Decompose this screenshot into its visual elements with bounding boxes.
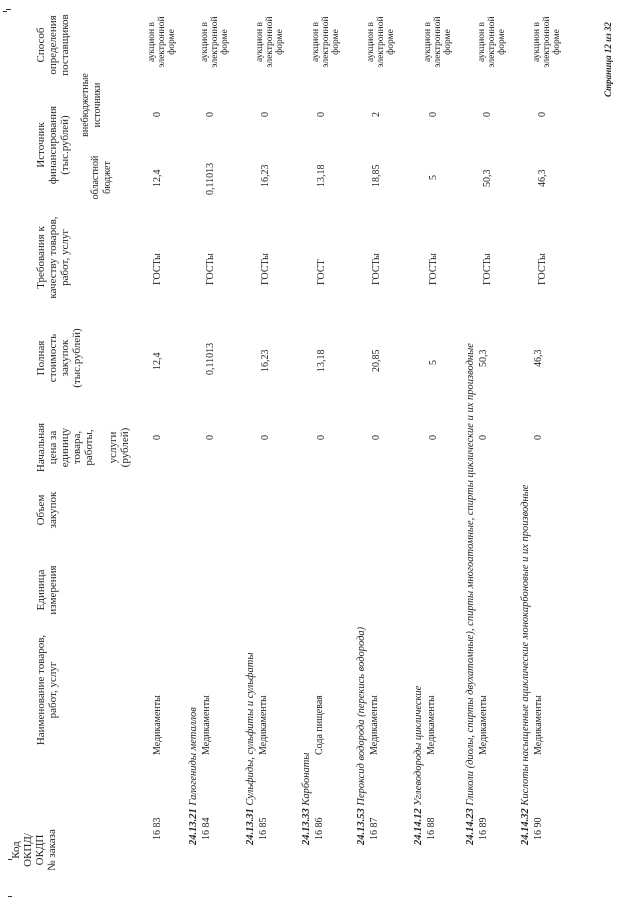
order-number: 16 89 (478, 817, 489, 840)
section-heading: 24.14.12 Углеводороды циклические (413, 685, 424, 845)
item-name: Медикаменты (478, 695, 489, 755)
header-price: Начальная цена за единицу товара, работы, услуги (рублей) (35, 422, 131, 473)
header-unit: Единица измерения (35, 565, 59, 615)
order-number: 16 87 (369, 817, 380, 840)
requirements: ГОСТы (537, 253, 548, 285)
unit-price: 0 (371, 435, 382, 440)
regional-budget: 16,23 (260, 164, 271, 187)
regional-budget: 12,4 (152, 169, 163, 187)
total-cost: 20,85 (371, 349, 382, 372)
order-number: 16 83 (152, 817, 163, 840)
header-source-regional: областной бюджет (90, 155, 113, 200)
extra-budget: 0 (205, 112, 216, 117)
section-heading: 24.13.21 Галогениды металлов (188, 707, 199, 845)
extra-budget: 0 (482, 112, 493, 117)
extra-budget: 0 (152, 112, 163, 117)
order-number: 16 88 (426, 817, 437, 840)
order-number: 16 85 (258, 817, 269, 840)
item-name: Медикаменты (258, 695, 269, 755)
procurement-method: аукцион в электронной форме (147, 16, 177, 68)
item-name: Медикаменты (152, 695, 163, 755)
regional-budget: 0,11013 (205, 162, 216, 195)
item-name: Медикаменты (201, 695, 212, 755)
extra-budget: 0 (260, 112, 271, 117)
regional-budget: 46,3 (537, 169, 548, 187)
order-number: 16 90 (533, 817, 544, 840)
scan-mark (6, 9, 11, 10)
regional-budget: 50,3 (482, 169, 493, 187)
header-requirements: Требования к качеству товаров, работ, услуг (35, 216, 71, 299)
total-cost: 5 (428, 360, 439, 365)
requirements: ГОСТы (152, 253, 163, 285)
extra-budget: 0 (428, 112, 439, 117)
procurement-method: аукцион в электронной форме (477, 16, 507, 68)
scan-mark (8, 859, 12, 860)
unit-price: 0 (316, 435, 327, 440)
total-cost: 0,11013 (205, 342, 216, 375)
total-cost: 50,3 (478, 349, 489, 367)
header-volume: Объем закупок (35, 491, 59, 529)
page-number: Страница 12 из 32 (603, 22, 613, 97)
section-heading: 24.13.33 Карбонаты (301, 752, 312, 845)
extra-budget: 0 (316, 112, 327, 117)
scan-mark (3, 11, 7, 12)
requirements: ГОСТы (482, 253, 493, 285)
requirements: ГОСТы (260, 253, 271, 285)
item-name: Медикаменты (369, 695, 380, 755)
header-name: Наименование товаров, работ, услуг (35, 634, 59, 746)
section-heading: 24.13.53 Пероксид водорода (перекись водорода) (356, 626, 367, 845)
section-heading: 24.14.32 Кислоты насыщенные ациклические монокарбоновые и их производные (520, 484, 531, 845)
total-cost: 16,23 (260, 349, 271, 372)
regional-budget: 18,85 (371, 164, 382, 187)
header-total: Полная стоимость закупок (тыс.рублей) (35, 328, 83, 388)
procurement-method: аукцион в электронной форме (423, 16, 453, 68)
procurement-method: аукцион в электронной форме (366, 16, 396, 68)
order-number: 16 84 (201, 817, 212, 840)
unit-price: 0 (205, 435, 216, 440)
requirements: ГОСТ (316, 259, 327, 285)
item-name: Сода пищевая (314, 695, 325, 755)
extra-budget: 0 (537, 112, 548, 117)
header-method: Способ определения поставщиков (35, 14, 71, 76)
procurement-method: аукцион в электронной форме (255, 16, 285, 68)
procurement-method: аукцион в электронной форме (532, 16, 562, 68)
header-source: Источник финансирования (тыс.рублей) (35, 105, 71, 185)
header-source-extra: внебюджетные источники (80, 73, 103, 137)
order-number: 16 86 (314, 817, 325, 840)
header-code: Код ОКПД/ ОКДП № заказа (10, 829, 58, 871)
procurement-method: аукцион в электронной форме (200, 16, 230, 68)
unit-price: 0 (152, 435, 163, 440)
total-cost: 46,3 (533, 349, 544, 367)
procurement-method: аукцион в электронной форме (311, 16, 341, 68)
item-name: Медикаменты (426, 695, 437, 755)
item-name: Медикаменты (533, 695, 544, 755)
total-cost: 13,18 (316, 349, 327, 372)
section-heading: 24.14.23 Гликоли (диолы, спирты двухатомные), спирты многоатомные, спирты циклические и их производные (465, 343, 476, 845)
extra-budget: 2 (371, 112, 382, 117)
scan-mark (8, 896, 12, 897)
requirements: ГОСТы (371, 253, 382, 285)
unit-price: 0 (478, 435, 489, 440)
regional-budget: 5 (428, 175, 439, 180)
requirements: ГОСТы (205, 253, 216, 285)
unit-price: 0 (260, 435, 271, 440)
regional-budget: 13,18 (316, 164, 327, 187)
section-heading: 24.13.31 Сульфиды, сульфиты и сульфаты (245, 652, 256, 845)
total-cost: 12,4 (152, 352, 163, 370)
unit-price: 0 (428, 435, 439, 440)
requirements: ГОСТы (428, 253, 439, 285)
unit-price: 0 (533, 435, 544, 440)
